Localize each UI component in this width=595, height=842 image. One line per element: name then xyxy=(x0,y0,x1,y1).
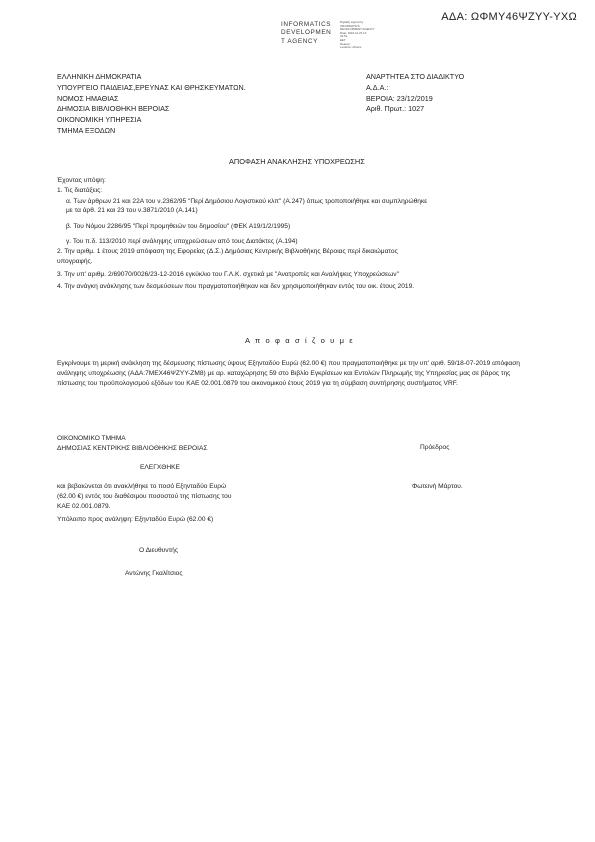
posting-label: ΑΝΑΡΤΗΤΕΑ ΣΤΟ ΔΙΑΔΙΚΤΥΟ xyxy=(366,72,465,81)
consideration-item: 3. Την υπ' αριθμ. 2/69070/0026/23-12-2016 εγκύκλιο του Γ.Λ.Κ. σχετικά με "Ανατροπές και Αναλήψεις Υποχρεώσεων" xyxy=(57,271,399,279)
signature-line: EET xyxy=(340,37,346,42)
certification-line: (62.00 €) εντός του διαθέσιμου ποσοστού της πίστωσης του xyxy=(57,493,232,500)
consideration-item: γ. Του π.δ. 113/2010 περί ανάληψης υποχρεώσεων από τους Διατάκτες (Α.194) xyxy=(66,238,298,246)
consideration-item: 4. Την ανάγκη ανάκλησης των δεσμεύσεων που πραγματοποιήθηκαν και δεν χρησιμοποιήθηκαν εντός του οικ. έτους 2019. xyxy=(57,282,415,290)
signature-logo-text: INFORMATICS DEVELOPMEN T AGENCY xyxy=(281,21,332,45)
president-label: Πρόεδρος xyxy=(420,444,450,451)
header-line: ΥΠΟΥΡΓΕΙΟ ΠΑΙΔΕΙΑΣ,ΕΡΕΥΝΑΣ ΚΑΙ ΘΡΗΣΚΕΥΜΑΤΩΝ. xyxy=(57,82,246,92)
decision-heading: Α π ο φ α σ ί ζ ο υ μ ε xyxy=(245,336,355,345)
header-issuer xyxy=(57,72,246,137)
signature-line: DEVELOPMENT AGENCY xyxy=(340,27,375,32)
header-line: ΔΗΜΟΣΙΑ ΒΙΒΛΙΟΘΗΚΗ ΒΕΡΟΙΑΣ xyxy=(57,104,170,114)
department-line: ΟΙΚΟΝΟΜΙΚΟ ΤΜΗΜΑ xyxy=(57,435,126,442)
director-name: Αντώνης Γκαλίτσιος xyxy=(125,570,183,577)
consideration-item: β. Του Νόμου 2286/95 "Περί προμηθειών του δημοσίου" (ΦΕΚ Α19/1/2/1995) xyxy=(66,222,291,230)
signature-line: Reason: xyxy=(340,41,351,46)
date-line: ΒΕΡΟΙΑ: 23/12/2019 xyxy=(366,93,433,103)
director-title: Ο Διευθυντής xyxy=(139,547,179,554)
certification-line: ΚΑΕ 02.001.0879. xyxy=(57,503,111,510)
digital-signature-details xyxy=(340,21,400,50)
signature-line: INFORMATICS xyxy=(340,23,360,28)
ada-code: ΑΔΑ: ΩΦΜΥ46ΨΖΥΥ-ΥΧΩ xyxy=(441,11,577,23)
department-line: ΔΗΜΟΣΙΑΣ ΚΕΝΤΡΙΚΗΣ ΒΙΒΛΙΟΘΗΚΗΣ ΒΕΡΟΙΑΣ xyxy=(57,444,208,452)
signature-line: Digitally signed by xyxy=(340,20,364,24)
consideration-item: α. Των άρθρων 21 και 22Α του ν.2362/95 "Περί Δημόσιου Λογιστικού κλπ" (Α.247) όπως τροποποιήθηκε και συμπληρώθηκε xyxy=(66,197,428,205)
consideration-item: με τα άρθ. 21 και 23 του ν.3871/2010 (Α.141) xyxy=(66,207,198,215)
checked-label: ΕΛΕΓΧΘΗΚΕ xyxy=(140,464,180,471)
header-line: ΝΟΜΟΣ ΗΜΑΘΙΑΣ xyxy=(57,93,119,103)
signature-line: Date: 2019.12.23 12: xyxy=(340,30,368,35)
document-title: ΑΠΟΦΑΣΗ ΑΝΑΚΛΗΣΗΣ ΥΠΟΧΡΕΩΣΗΣ xyxy=(229,157,365,166)
signature-line: 34:51 xyxy=(340,34,348,39)
consideration-item: 1. Τις διατάξεις: xyxy=(57,187,103,195)
considerations xyxy=(57,176,547,291)
president-name: Φωτεινή Μάρτου. xyxy=(412,483,463,490)
certification-line: και βεβαιώνεται ότι ανακλήθηκε το ποσό Εξηνταδύο Ευρώ xyxy=(57,483,227,490)
ada-label: Α.Δ.Α.: xyxy=(366,82,389,92)
consideration-intro: Έχοντας υπόψη: xyxy=(57,177,106,184)
certification-text xyxy=(57,482,231,512)
sign-block-left xyxy=(57,434,207,453)
remaining-amount: Υπόλοιπο προς ανάληψη: Εξηνταδύο Ευρώ (62.00 €) xyxy=(57,516,214,523)
consideration-item: 2. Την αριθμ. 1 έτους 2019 απόφαση της Εφορείας (Δ.Σ.) Δημόσιας Κεντρικής Βιβλιοθήκης Βέροιας περί δικαιώματος xyxy=(57,248,398,256)
header-line: ΤΜΗΜΑ ΕΞΟΔΩΝ xyxy=(57,125,116,135)
consideration-item: υπογραφής. xyxy=(57,257,93,265)
header-line: ΕΛΛΗΝΙΚΗ ΔΗΜΟΚΡΑΤΙΑ xyxy=(57,72,142,81)
header-line: ΟΙΚΟΝΟΜΙΚΗ ΥΠΗΡΕΣΙΑ xyxy=(57,115,142,125)
protocol-number: Αριθ. Πρωτ.: 1027 xyxy=(366,104,425,114)
header-reference xyxy=(366,72,464,115)
decision-text: Εγκρίνουμε τη μερική ανάκληση της δέσμευσης πίστωσης ύψους Εξηνταδύο Ευρώ (62.00 €) που πραγματοποιήθηκε με την υπ' αριθ. 59/18-07-2019 απόφαση ανάληψης υποχρέωσης (ΑΔΑ:7ΜΕΧ46ΨΖΥΥ-ΖΜ8) με αρ. καταχώρησης 59 στο Βιβλίο Εγκρίσεων και Εντολών Πληρωμής της Υπηρεσίας μας σε βάρος της πίστωσης του προϋπολογισμού εξόδων του ΚΑΕ 02.001.0879 του οικονομικού έτους 2019 για τη σύμβαση συντήρησης συστήματος VRF. xyxy=(57,360,520,387)
signature-line: Location: Athens xyxy=(340,45,362,50)
